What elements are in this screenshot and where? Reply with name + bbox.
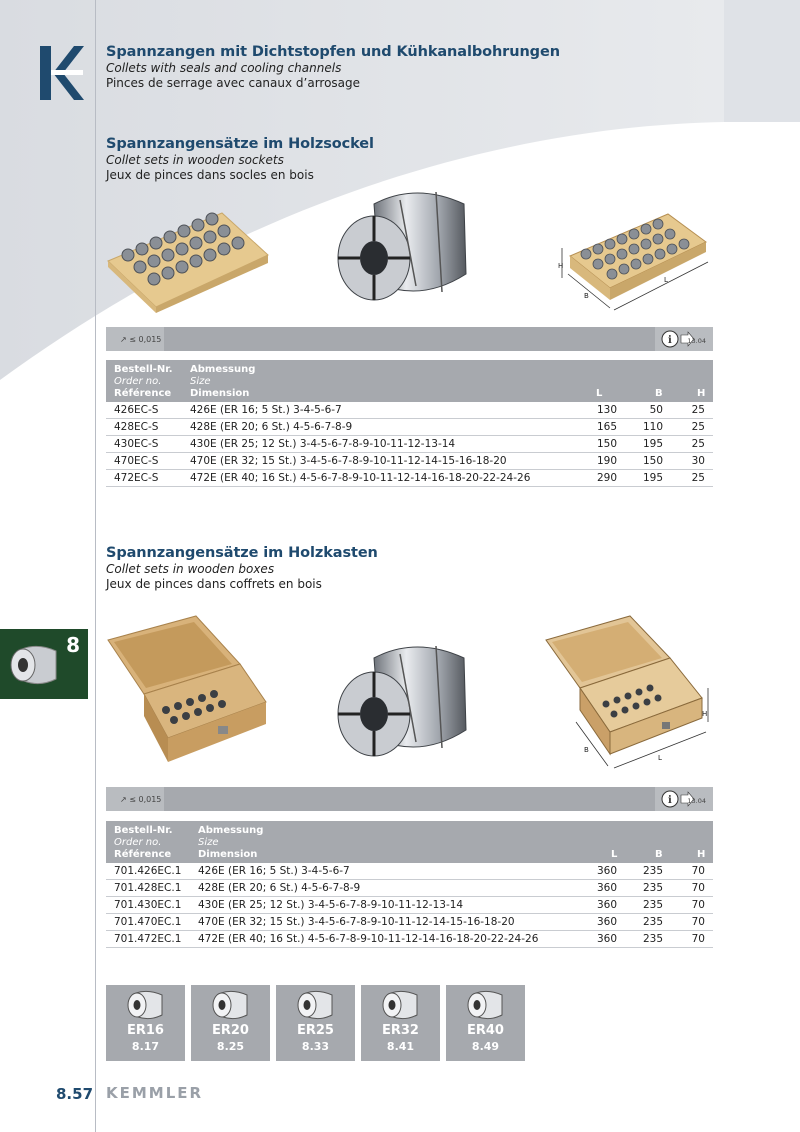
runout-icon: ↗ bbox=[120, 335, 127, 344]
cell-size: 430E (ER 25; 12 St.) 3-4-5-6-7-8-9-10-11-12-13-14 bbox=[198, 899, 464, 911]
col-size-fr: Dimension bbox=[198, 849, 258, 860]
tile-name: ER32 bbox=[382, 1023, 419, 1038]
col-b: B bbox=[655, 388, 663, 399]
boxes-heading-fr: Jeux de pinces dans coffrets en bois bbox=[106, 577, 322, 591]
cell-b: 195 bbox=[642, 438, 663, 450]
cell-b: 235 bbox=[642, 865, 663, 877]
cell-h: 25 bbox=[691, 421, 705, 433]
cell-size: 472E (ER 40; 16 St.) 4-5-6-7-8-9-10-11-12-14-16-18-20-22-24-26 bbox=[190, 472, 531, 484]
sockets-heading-fr: Jeux de pinces dans socles en bois bbox=[106, 168, 314, 182]
cell-h: 30 bbox=[691, 455, 705, 467]
tile-er25[interactable] bbox=[276, 985, 355, 1061]
cell-order-no: 470EC-S bbox=[114, 455, 159, 467]
socket-dimension-drawing bbox=[556, 200, 716, 320]
cell-order-no: 472EC-S bbox=[114, 472, 159, 484]
col-b: B bbox=[655, 849, 663, 860]
cell-l: 360 bbox=[596, 899, 617, 911]
col-order-de: Bestell-Nr. bbox=[114, 825, 173, 836]
svg-text:i: i bbox=[668, 795, 672, 806]
sockets-tolerance-value: ≤ 0,015 bbox=[129, 335, 162, 344]
cell-size: 428E (ER 20; 6 St.) 4-5-6-7-8-9 bbox=[198, 882, 361, 894]
cell-size: 470E (ER 32; 15 St.) 3-4-5-6-7-8-9-10-11-12-14-15-16-18-20 bbox=[190, 455, 507, 467]
table-row bbox=[106, 897, 713, 914]
tile-page: 8.17 bbox=[131, 1040, 160, 1053]
collet-icon bbox=[296, 989, 336, 1021]
kemmler-logo bbox=[40, 46, 84, 100]
runout-icon: ↗ bbox=[120, 795, 127, 804]
col-size-en: Size bbox=[198, 837, 219, 848]
col-h: H bbox=[697, 388, 706, 399]
collet-icon bbox=[211, 989, 251, 1021]
cell-h: 25 bbox=[691, 404, 705, 416]
tile-name: ER20 bbox=[212, 1023, 249, 1038]
cell-order-no: 430EC-S bbox=[114, 438, 159, 450]
collet-icon bbox=[466, 989, 506, 1021]
section-tab-number: 8 bbox=[66, 633, 80, 657]
main-heading-de: Spannzangen mit Dichtstopfen und Kühkanalbohrungen bbox=[106, 44, 560, 60]
cell-h: 70 bbox=[691, 882, 705, 894]
cell-order-no: 701.430EC.1 bbox=[114, 899, 182, 911]
table-row bbox=[106, 470, 713, 487]
boxes-table bbox=[106, 821, 713, 948]
sockets-table-header bbox=[106, 360, 713, 402]
cell-size: 426E (ER 16; 5 St.) 3-4-5-6-7 bbox=[190, 404, 342, 416]
tile-er20[interactable] bbox=[191, 985, 270, 1061]
cell-h: 70 bbox=[691, 916, 705, 928]
table-row bbox=[106, 436, 713, 453]
col-order-fr: Référence bbox=[114, 849, 172, 860]
tile-er16[interactable] bbox=[106, 985, 185, 1061]
table-row bbox=[106, 880, 713, 897]
boxes-heading bbox=[106, 545, 378, 591]
main-heading-fr: Pinces de serrage avec canaux d’arrosage bbox=[106, 76, 361, 90]
col-l: L bbox=[596, 388, 603, 399]
cell-order-no: 428EC-S bbox=[114, 421, 159, 433]
boxes-tolerance-bar bbox=[106, 787, 713, 811]
table-row bbox=[106, 931, 713, 948]
socket-dim-h-label: H bbox=[558, 262, 564, 270]
boxes-ref-page: 13.04 bbox=[687, 797, 706, 805]
cell-l: 360 bbox=[596, 933, 617, 945]
cell-order-no: 701.470EC.1 bbox=[114, 916, 182, 928]
cell-size: 470E (ER 32; 15 St.) 3-4-5-6-7-8-9-10-11-12-14-15-16-18-20 bbox=[198, 916, 515, 928]
main-heading bbox=[106, 44, 560, 90]
col-size-fr: Dimension bbox=[190, 388, 250, 399]
header-right-strip bbox=[724, 0, 800, 122]
cell-l: 290 bbox=[596, 472, 617, 484]
section-tab[interactable] bbox=[0, 629, 88, 699]
collet-icon bbox=[381, 989, 421, 1021]
cell-b: 110 bbox=[642, 421, 663, 433]
col-order-de: Bestell-Nr. bbox=[114, 364, 173, 375]
col-order-en: Order no. bbox=[114, 376, 162, 387]
col-size-de: Abmessung bbox=[198, 825, 264, 836]
tile-name: ER16 bbox=[127, 1023, 164, 1038]
col-size-en: Size bbox=[190, 376, 211, 387]
table-row bbox=[106, 402, 713, 419]
sockets-tolerance bbox=[106, 327, 164, 351]
cell-b: 235 bbox=[642, 933, 663, 945]
tile-name: ER25 bbox=[297, 1023, 334, 1038]
box-dim-h-label: H bbox=[702, 710, 708, 718]
cell-order-no: 701.426EC.1 bbox=[114, 865, 182, 877]
sockets-ref bbox=[655, 327, 713, 351]
boxes-tolerance-value: ≤ 0,015 bbox=[129, 795, 162, 804]
cell-l: 360 bbox=[596, 916, 617, 928]
collet-photo-2 bbox=[334, 636, 474, 764]
cell-order-no: 701.472EC.1 bbox=[114, 933, 182, 945]
sockets-heading-de: Spannzangensätze im Holzsockel bbox=[106, 136, 374, 152]
cell-l: 165 bbox=[596, 421, 617, 433]
col-l: L bbox=[611, 849, 618, 860]
margin-rule bbox=[95, 0, 96, 1132]
tile-er32[interactable] bbox=[361, 985, 440, 1061]
socket-dim-b-label: B bbox=[584, 292, 589, 300]
cell-l: 360 bbox=[596, 865, 617, 877]
box-dimension-drawing bbox=[540, 610, 716, 780]
svg-text:i: i bbox=[668, 335, 672, 346]
cell-b: 235 bbox=[642, 916, 663, 928]
brand-name: KEMMLER bbox=[106, 1084, 204, 1102]
wooden-socket-photo bbox=[104, 203, 270, 313]
table-row bbox=[106, 914, 713, 931]
sockets-heading bbox=[106, 136, 374, 182]
cell-order-no: 701.428EC.1 bbox=[114, 882, 182, 894]
table-row bbox=[106, 863, 713, 880]
col-size-de: Abmessung bbox=[190, 364, 256, 375]
cell-b: 50 bbox=[649, 404, 663, 416]
cell-h: 25 bbox=[691, 438, 705, 450]
cell-size: 426E (ER 16; 5 St.) 3-4-5-6-7 bbox=[198, 865, 350, 877]
tile-name: ER40 bbox=[467, 1023, 504, 1038]
sockets-heading-en: Collet sets in wooden sockets bbox=[106, 153, 284, 167]
collet-icon bbox=[126, 989, 166, 1021]
cell-b: 235 bbox=[642, 899, 663, 911]
boxes-ref bbox=[655, 787, 713, 811]
cell-l: 150 bbox=[596, 438, 617, 450]
table-row bbox=[106, 453, 713, 470]
cell-size: 430E (ER 25; 12 St.) 3-4-5-6-7-8-9-10-11-12-13-14 bbox=[190, 438, 456, 450]
cell-h: 70 bbox=[691, 899, 705, 911]
socket-dim-l-label: L bbox=[664, 276, 668, 284]
cell-h: 70 bbox=[691, 865, 705, 877]
col-order-fr: Référence bbox=[114, 388, 172, 399]
tile-page: 8.49 bbox=[471, 1040, 500, 1053]
tile-page: 8.33 bbox=[301, 1040, 330, 1053]
sockets-tolerance-bar bbox=[106, 327, 713, 351]
cell-b: 195 bbox=[642, 472, 663, 484]
table-row bbox=[106, 419, 713, 436]
tile-er40[interactable] bbox=[446, 985, 525, 1061]
boxes-table-header bbox=[106, 821, 713, 863]
wooden-box-photo bbox=[104, 612, 270, 770]
main-heading-en: Collets with seals and cooling channels bbox=[106, 61, 342, 75]
boxes-heading-de: Spannzangensätze im Holzkasten bbox=[106, 545, 378, 561]
col-h: H bbox=[697, 849, 706, 860]
cell-h: 70 bbox=[691, 933, 705, 945]
cell-size: 472E (ER 40; 16 St.) 4-5-6-7-8-9-10-11-12-14-16-18-20-22-24-26 bbox=[198, 933, 539, 945]
cell-l: 130 bbox=[596, 404, 617, 416]
tile-page: 8.25 bbox=[216, 1040, 245, 1053]
cell-b: 235 bbox=[642, 882, 663, 894]
cell-l: 190 bbox=[596, 455, 617, 467]
cell-b: 150 bbox=[642, 455, 663, 467]
col-order-en: Order no. bbox=[114, 837, 162, 848]
cell-size: 428E (ER 20; 6 St.) 4-5-6-7-8-9 bbox=[190, 421, 353, 433]
cell-h: 25 bbox=[691, 472, 705, 484]
tile-page: 8.41 bbox=[386, 1040, 415, 1053]
box-dim-l-label: L bbox=[658, 754, 662, 762]
boxes-heading-en: Collet sets in wooden boxes bbox=[106, 562, 275, 576]
collet-photo bbox=[334, 182, 474, 307]
cell-l: 360 bbox=[596, 882, 617, 894]
box-dim-b-label: B bbox=[584, 746, 589, 754]
collet-thumbnail-icon bbox=[8, 643, 60, 687]
sockets-ref-page: 13.04 bbox=[687, 337, 706, 345]
cell-order-no: 426EC-S bbox=[114, 404, 159, 416]
boxes-tolerance bbox=[106, 787, 164, 811]
sockets-table bbox=[106, 360, 713, 487]
page-number: 8.57 bbox=[56, 1085, 94, 1103]
